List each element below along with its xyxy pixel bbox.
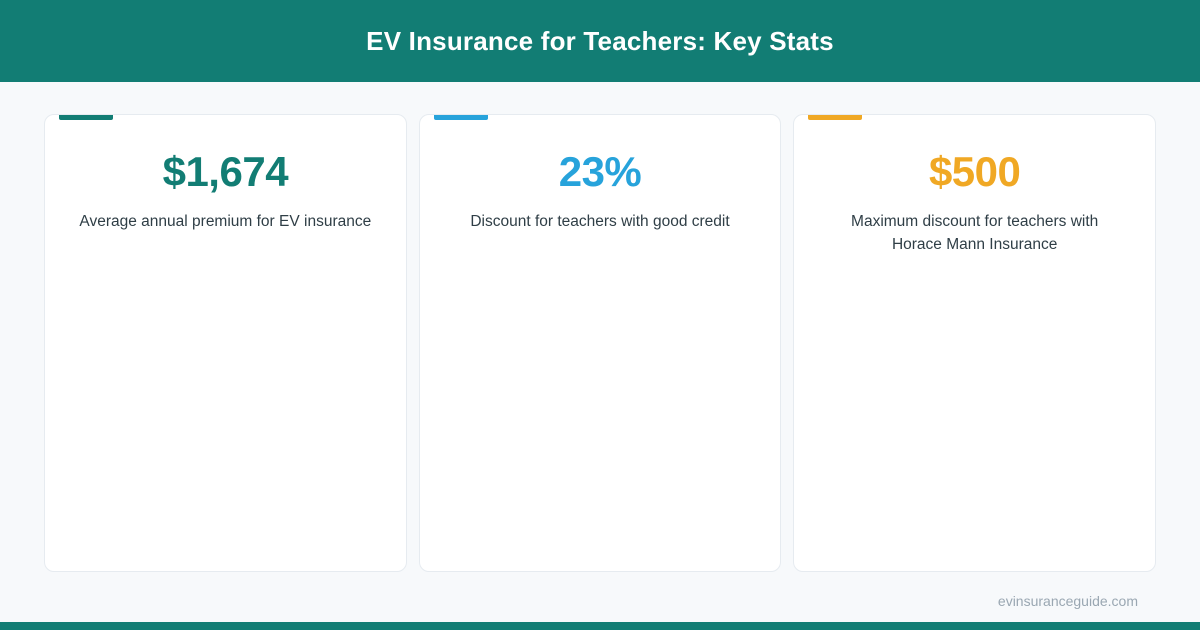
stat-label: Maximum discount for teachers with Horace Mann Insurance (851, 213, 1099, 253)
stat-card (793, 114, 1156, 572)
source-attribution: evinsuranceguide.com (997, 593, 1138, 609)
stat-label: Average annual premium for EV insurance (79, 213, 372, 231)
stat-value: $1,674 (162, 148, 289, 195)
page-header (0, 0, 1200, 82)
card-accent-bar (434, 115, 488, 120)
footer-accent-bar (0, 622, 1200, 630)
stat-card (419, 114, 782, 572)
stat-card (44, 114, 407, 572)
stat-card-row (0, 82, 1200, 578)
card-accent-bar (59, 115, 113, 120)
stat-label: Discount for teachers with good credit (470, 213, 730, 231)
stat-value: $500 (928, 148, 1021, 195)
stat-value: 23% (558, 148, 642, 195)
page-title: EV Insurance for Teachers: Key Stats (366, 25, 834, 56)
card-accent-bar (808, 115, 862, 120)
